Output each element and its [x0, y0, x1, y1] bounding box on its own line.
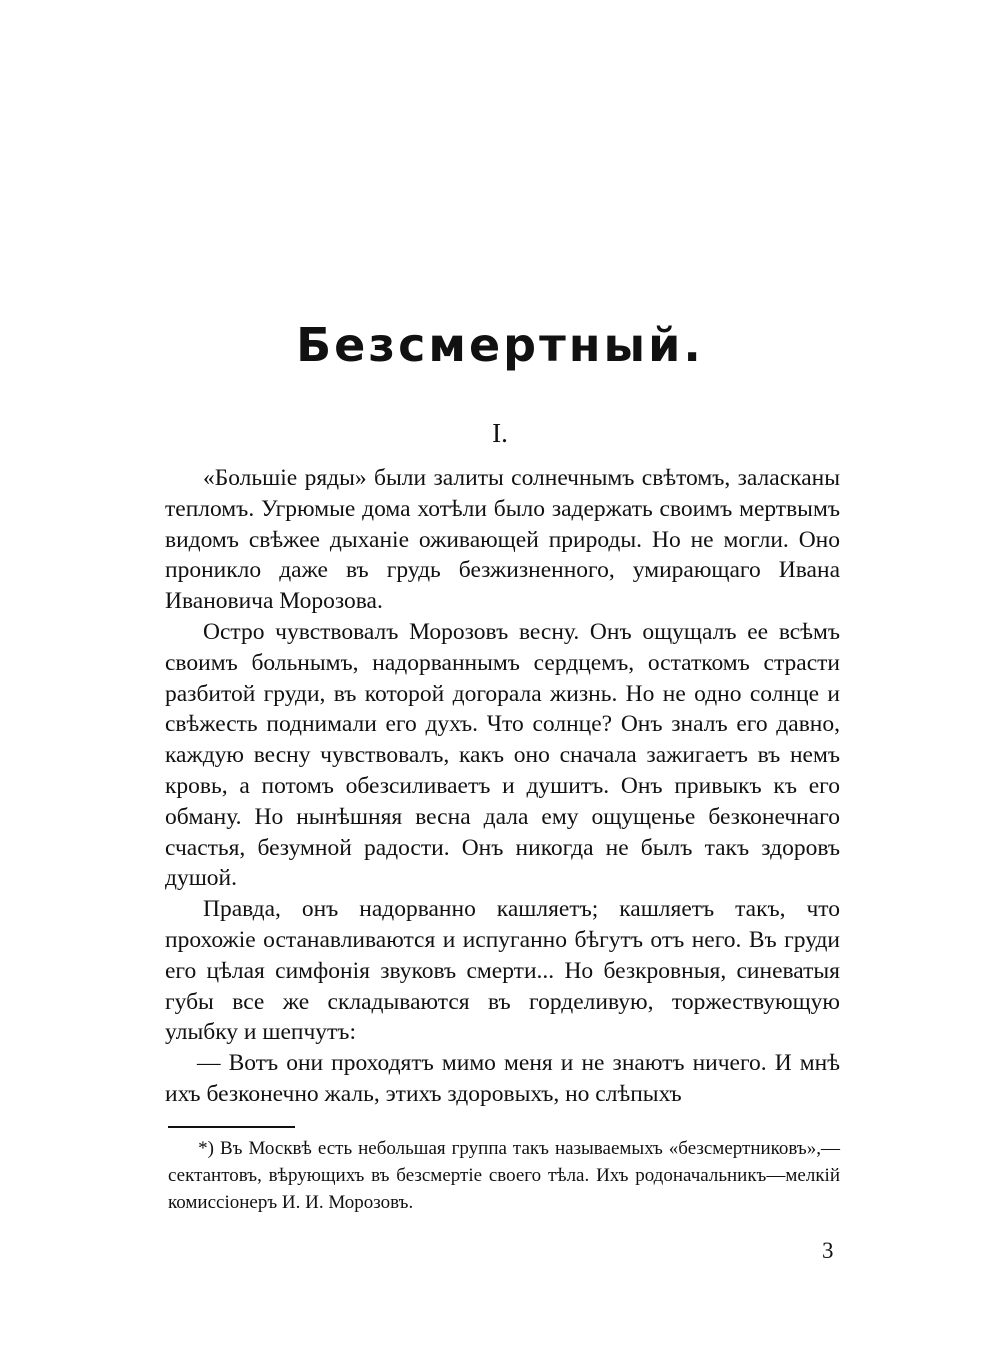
- page-number: 3: [822, 1238, 834, 1263]
- body-text: [165, 463, 840, 1110]
- page-title: Безсмертный.: [296, 318, 704, 372]
- paragraph-3: Правда, онъ надорванно кашляетъ; кашляетъ такъ, что прохожіе останавливаются и испуганно бѣгутъ отъ него. Въ груди его цѣлая симфонія звуковъ смерти... Но безкровныя, синеватыя губы все же складываются въ горделивую, торжествующую улыбку и шепчутъ:: [165, 896, 840, 1046]
- chapter-number: I.: [492, 418, 508, 448]
- paragraph-2: Остро чувствовалъ Морозовъ весну. Онъ ощущалъ ее всѣмъ своимъ больнымъ, надорваннымъ сердцемъ, остаткомъ страсти разбитой груди, въ которой догорала жизнь. Но не одно солнце и свѣжесть поднимали его духъ. Что солнце? Онъ зналъ его давно, каждую весну чувствовалъ, какъ оно сначала зажигаетъ въ немъ кровь, а потомъ обезсиливаетъ и душитъ. Онъ привыкъ къ его обману. Но нынѣшняя весна дала ему ощущенье безконечнаго счастья, безумной радости. Онъ никогда не былъ такъ здоровъ душой.: [165, 618, 840, 892]
- footnote-divider: [168, 1126, 295, 1128]
- footnote-marker: *): [198, 1138, 214, 1159]
- footnote-text: Въ Москвѣ есть небольшая группа такъ называемыхъ «безсмертниковъ»,—сектантовъ, вѣрующихъ въ безсмертіе своего тѣла. Ихъ родоначальникъ—мелкій комиссіонеръ И. И. Морозовъ.: [168, 1138, 840, 1213]
- paragraph-4: — Вотъ они проходятъ мимо меня и не знаютъ ничего. И мнѣ ихъ безконечно жаль, этихъ здоровыхъ, но слѣпыхъ: [165, 1050, 840, 1107]
- footnote: [168, 1135, 840, 1216]
- paragraph-1: «Большіе ряды» были залиты солнечнымъ свѣтомъ, заласканы тепломъ. Угрюмые дома хотѣли было задержать своимъ мертвымъ видомъ свѣжее дыханіе оживающей природы. Но не могли. Оно проникло даже въ грудь безжизненного, умирающаго Ивана Ивановича Морозова.: [165, 465, 840, 615]
